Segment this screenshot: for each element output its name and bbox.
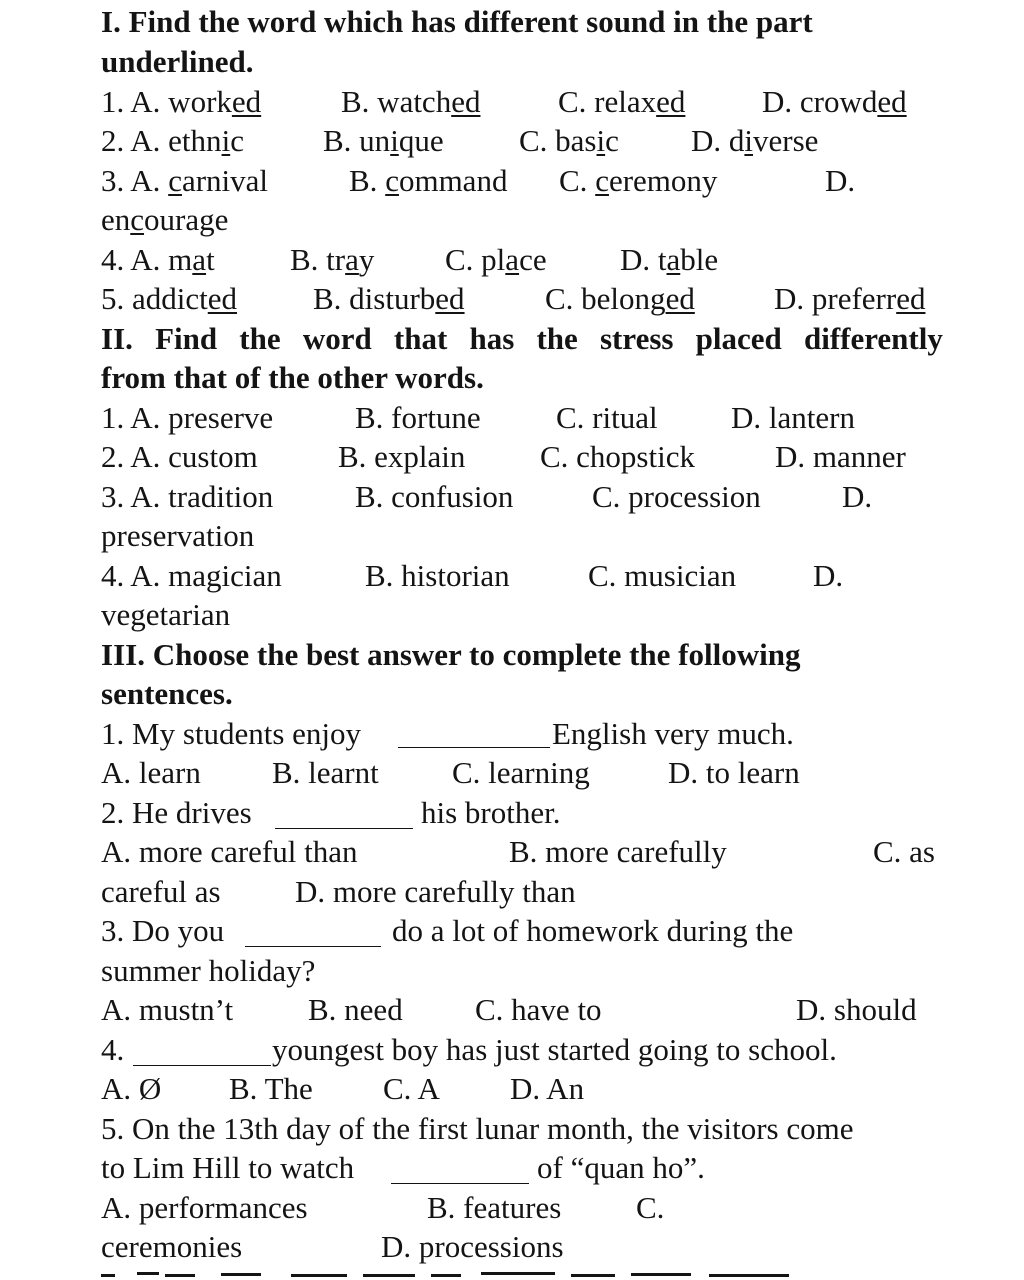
s2-q4-option-c: C. musician	[588, 558, 737, 593]
s3-q1-option-d: D. to learn	[668, 755, 800, 790]
s1-q2-option-b: B. unique	[323, 123, 444, 158]
s3-q4-option-d: D. An	[510, 1071, 585, 1106]
s1-q2-option-d: D. diverse	[691, 123, 819, 158]
s1-q3-option-d: D.	[825, 163, 856, 198]
s3-q2-option-c: C. as	[873, 834, 935, 869]
s3-q5-option-d: D. processions	[381, 1229, 564, 1264]
s2-q3-option-d-word: preservation	[101, 518, 255, 553]
s2-q2-option-a: 2. A. custom	[101, 439, 258, 474]
s1-q1-option-a: 1. A. worked	[101, 84, 262, 119]
answer-blank[interactable]	[133, 1039, 271, 1066]
s1-q4-option-b: B. tray	[290, 242, 375, 277]
s3-q3-stem-cont: summer holiday?	[101, 953, 316, 988]
s3-q2-option-b: B. more carefully	[509, 834, 727, 869]
s1-q4-option-c: C. place	[445, 242, 547, 277]
s1-q5-option-c: C. belonged	[545, 281, 695, 316]
s2-q1-option-d: D. lantern	[731, 400, 855, 435]
s1-q1-option-b: B. watched	[341, 84, 481, 119]
s1-q5-option-b: B. disturbed	[313, 281, 465, 316]
s1-q4-option-a: 4. A. mat	[101, 242, 215, 277]
s1-q5-option-a: 5. addicted	[101, 281, 238, 316]
s3-q5-option-c: C.	[636, 1190, 665, 1225]
s3-q2-option-c-word: careful as	[101, 874, 221, 909]
cut-off-next-line	[101, 1266, 821, 1280]
section-3-heading: III. Choose the best answer to complete the following	[101, 637, 801, 672]
s3-q1-option-a: A. learn	[101, 755, 201, 790]
s2-q3-option-b: B. confusion	[355, 479, 514, 514]
s1-q3-option-a: 3. A. carnival	[101, 163, 269, 198]
s1-q1-option-d: D. crowded	[762, 84, 907, 119]
s2-q4-option-d-word: vegetarian	[101, 597, 231, 632]
s3-q1-option-c: C. learning	[452, 755, 590, 790]
s2-q4-option-a: 4. A. magician	[101, 558, 282, 593]
answer-blank[interactable]	[275, 802, 413, 829]
s1-q3-option-c: C. ceremony	[559, 163, 718, 198]
answer-blank[interactable]	[245, 920, 381, 947]
s3-q5-stem: 5. On the 13th day of the first lunar month, the visitors come	[101, 1111, 854, 1146]
s1-q2-option-c: C. basic	[519, 123, 619, 158]
section-2-heading: II. Find the word that has the stress placed differently	[101, 321, 943, 356]
s2-q1-option-b: B. fortune	[355, 400, 481, 435]
s3-q2-option-d: D. more carefully than	[295, 874, 576, 909]
s3-q3-option-b: B. need	[308, 992, 403, 1027]
s1-q3-option-b: B. command	[349, 163, 508, 198]
s1-q4-option-d: D. table	[620, 242, 719, 277]
section-1-heading-cont: underlined.	[101, 44, 254, 79]
worksheet-page: I. Find the word which has different sound in the part underlined. 1. A. worked B. watched C. relaxed D. crowded 2. A. ethnic B. unique C. basic D. diverse 3. A. carnival B. command C. ceremony D. encourage 4. A. mat B. tray C. place D. table 5. addicted B. disturbed C. belonged D. preferred II. Find the word that has the stress placed differently from that of the other words. 1. A. preserve B. fortune C. ritual D. lantern 2. A. custom B. explain C. chopstick D. manner 3. A. tradition B. confusion C. procession D. preservation 4. A. magician B. historian C. musician D. vegetarian III. Choose the best answer to complete the following sentences. 1. My students enjoy English very much. A. learn B. learnt C. learning D. to learn 2. He drives his brother. A. more careful than B. more carefully C. as careful as D. more carefully than 3. Do you do a lot of homework during the summer holiday? A. mustn’t B. need C. have to D. should 4. youngest boy has just started going to school. A. Ø B. The C. A D. An 5. On the 13th day of the first lunar month, the visitors come to Lim Hill to watch of “quan ho”. A. performances B. features C. ceremonies D. processions	[0, 0, 1024, 1280]
s3-q5-option-b: B. features	[427, 1190, 562, 1225]
s3-q4-option-b: B. The	[229, 1071, 313, 1106]
s3-q3-option-a: A. mustn’t	[101, 992, 234, 1027]
s3-q2-option-a: A. more careful than	[101, 834, 358, 869]
s2-q3-option-d: D.	[842, 479, 873, 514]
s2-q2-option-c: C. chopstick	[540, 439, 695, 474]
section-1-heading: I. Find the word which has different sound in the part	[101, 4, 813, 39]
s2-q3-option-a: 3. A. tradition	[101, 479, 274, 514]
s3-q3-option-c: C. have to	[475, 992, 602, 1027]
answer-blank[interactable]	[391, 1157, 529, 1184]
s2-q1-option-a: 1. A. preserve	[101, 400, 274, 435]
s3-q5-option-c-word: ceremonies	[101, 1229, 243, 1264]
s1-q2-option-a: 2. A. ethnic	[101, 123, 244, 158]
s3-q1-option-b: B. learnt	[272, 755, 379, 790]
section-3-heading-cont: sentences.	[101, 676, 233, 711]
s2-q3-option-c: C. procession	[592, 479, 761, 514]
s2-q4-option-d: D.	[813, 558, 844, 593]
s1-q1-option-c: C. relaxed	[558, 84, 686, 119]
s2-q2-option-b: B. explain	[338, 439, 466, 474]
s3-q5-option-a: A. performances	[101, 1190, 308, 1225]
section-2-heading-cont: from that of the other words.	[101, 360, 484, 395]
answer-blank[interactable]	[398, 721, 550, 748]
s1-q5-option-d: D. preferred	[774, 281, 926, 316]
s2-q1-option-c: C. ritual	[556, 400, 658, 435]
s3-q4-option-c: C. A	[383, 1071, 440, 1106]
s1-q3-option-d-word: encourage	[101, 202, 229, 237]
s2-q2-option-d: D. manner	[775, 439, 906, 474]
s2-q4-option-b: B. historian	[365, 558, 510, 593]
s3-q3-option-d: D. should	[796, 992, 917, 1027]
s3-q4-option-a: A. Ø	[101, 1071, 162, 1106]
